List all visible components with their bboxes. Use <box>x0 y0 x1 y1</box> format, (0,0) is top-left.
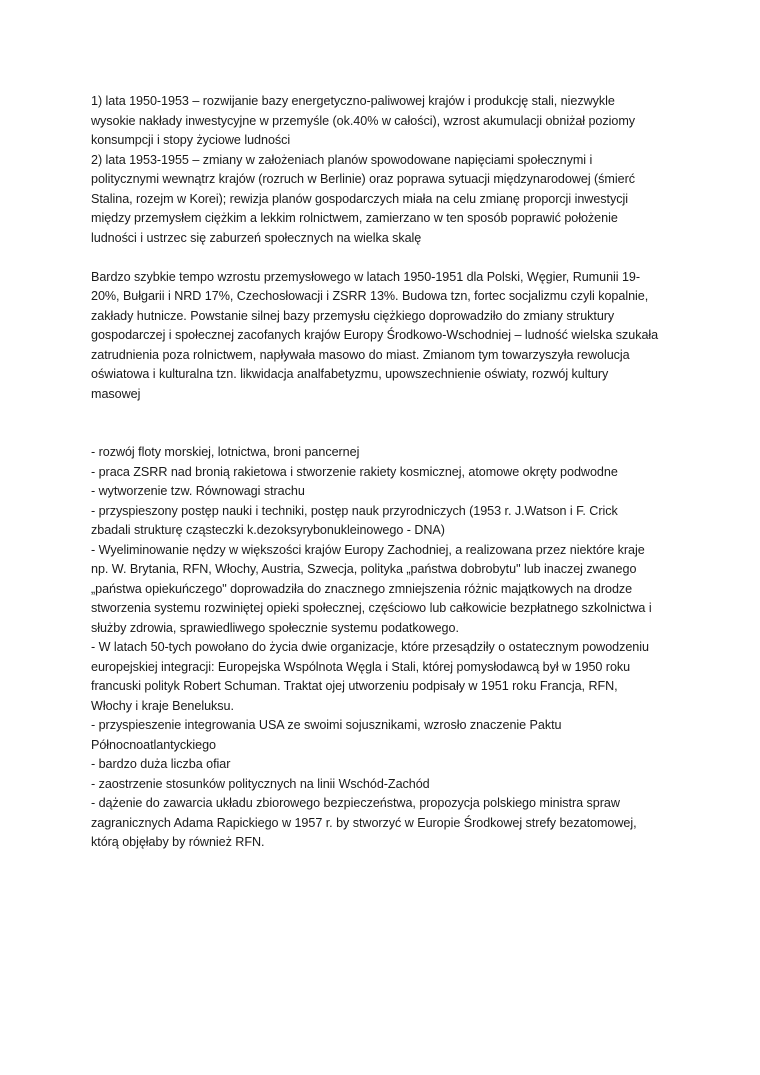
list-item-line: - przyspieszony postęp nauki i techniki, postęp nauk przyrodniczych (1953 r. J.Watson i F. Crick <box>91 503 618 518</box>
text-line: zakłady hutnicze. Powstanie silnej bazy przemysłu ciężkiego doprowadziło do zmiany struktury <box>91 308 615 323</box>
list-item-line: stworzenia systemu rozwiniętej opieki społecznej, częściowo lub całkowicie bezpłatnego szkolnictwa i <box>91 601 652 615</box>
text-line: 1) lata 1950-1953 – rozwijanie bazy energetyczno-paliwowej krajów i produkcję stali, niezwykle <box>91 94 615 108</box>
list-item-line: - zaostrzenie stosunków politycznych na linii Wschód-Zachód <box>91 776 430 791</box>
paragraph-periods <box>91 92 681 248</box>
list-item-line: zagranicznych Adama Rapickiego w 1957 r. by stworzyć w Europie Środkowej strefy bezatomowej, <box>91 815 637 830</box>
list-item-line: - praca ZSRR nad bronią rakietowa i stworzenie rakiety kosmicznej, atomowe okręty podwodne <box>91 464 618 479</box>
text-line: konsumpcji i stopy życiowe ludności <box>91 133 291 147</box>
list-item-line: - wytworzenie tzw. Równowagi strachu <box>91 484 305 498</box>
list-item-line: Włochy i kraje Beneluksu. <box>91 698 234 713</box>
text-line: między przemysłem ciężkim a lekkim rolnictwem, zamierzano w ten sposób poprawić położenie <box>91 211 618 225</box>
text-line: Bardzo szybkie tempo wzrostu przemysłowego w latach 1950-1951 dla Polski, Węgier, Rumunii 19- <box>91 269 641 284</box>
paragraph-spacer <box>91 248 681 268</box>
list-item-line: np. W. Brytania, RFN, Włochy, Austria, Szwecja, polityka „państwa dobrobytu" lub inaczej zwanego <box>91 562 637 576</box>
list-item-line: - Wyeliminowanie nędzy w większości krajów Europy Zachodniej, a realizowana przez niektóre kraje <box>91 542 645 557</box>
list-item-line: którą objęłaby by również RFN. <box>91 835 265 849</box>
list-item-line: - bardzo duża liczba ofiar <box>91 757 231 771</box>
list-item-line: zbadali strukturę cząsteczki k.dezoksyrybonukleinowego - DNA) <box>91 523 445 537</box>
text-line: zatrudnienia poza rolnictwem, napływała masowo do miast. Zmianom tym towarzyszyła rewolucja <box>91 347 630 362</box>
text-line: 2) lata 1953-1955 – zmiany w założeniach planów spowodowane napięciami społecznymi i <box>91 152 593 167</box>
list-item-line: - przyspieszenie integrowania USA ze swoimi sojusznikami, wzrosło znaczenie Paktu <box>91 718 562 732</box>
text-line: gospodarczej i społecznej zacofanych krajów Europy Środkowo-Wschodniej – ludność wielska szukała <box>91 328 659 342</box>
paragraph-spacer <box>91 404 681 443</box>
text-line: masowej <box>91 386 141 401</box>
list-item-line: europejskiej integracji: Europejska Wspólnota Węgla i Stali, której pomysłodawcą był w 1950 roku <box>91 659 631 674</box>
list-item-line: służby zdrowia, sprawiedliwego społecznie systemu podatkowego. <box>91 620 459 635</box>
text-line: Stalina, rozejm w Korei); rewizja planów gospodarczych miała na celu zmianę proporcji inwestycji <box>91 191 628 206</box>
text-line: politycznymi wewnątrz krajów (rozruch w Berlinie) oraz poprawa sytuacji międzynarodowej (śmierć <box>91 172 635 186</box>
list-item-line: „państwa opiekuńczego" doprowadziła do znacznego zmniejszenia różnic majątkowych na drodze <box>91 581 633 596</box>
list-item-line: - W latach 50-tych powołano do życia dwie organizacje, które przesądziły o ostatecznym powodzeniu <box>91 640 649 654</box>
list-item-line: - dążenie do zawarcia układu zbiorowego bezpieczeństwa, propozycja polskiego ministra spraw <box>91 796 620 810</box>
list-item-line: Północnoatlantyckiego <box>91 737 216 752</box>
text-line: oświatowa i kulturalna tzn. likwidacja analfabetyzmu, upowszechnienie oświaty, rozwój kultury <box>91 367 609 381</box>
list-item-line: francuski polityk Robert Schuman. Traktat ojej utworzeniu podpisały w 1951 roku Francja, RFN, <box>91 679 618 693</box>
text-line: ludności i ustrzec się zaburzeń społecznych na wielka skalę <box>91 230 422 245</box>
bullet-list <box>91 443 681 853</box>
text-line: 20%, Bułgarii i NRD 17%, Czechosłowacji i ZSRR 13%. Budowa tzn, fortec socjalizmu czyli kopalnie, <box>91 289 649 303</box>
document-body <box>91 92 681 853</box>
text-line: wysokie nakłady inwestycyjne w przemyśle (ok.40% w całości), wzrost akumulacji obniżał poziomy <box>91 113 636 128</box>
list-item-line: - rozwój floty morskiej, lotnictwa, broni pancernej <box>91 445 360 459</box>
paragraph-industrial-growth <box>91 268 681 405</box>
